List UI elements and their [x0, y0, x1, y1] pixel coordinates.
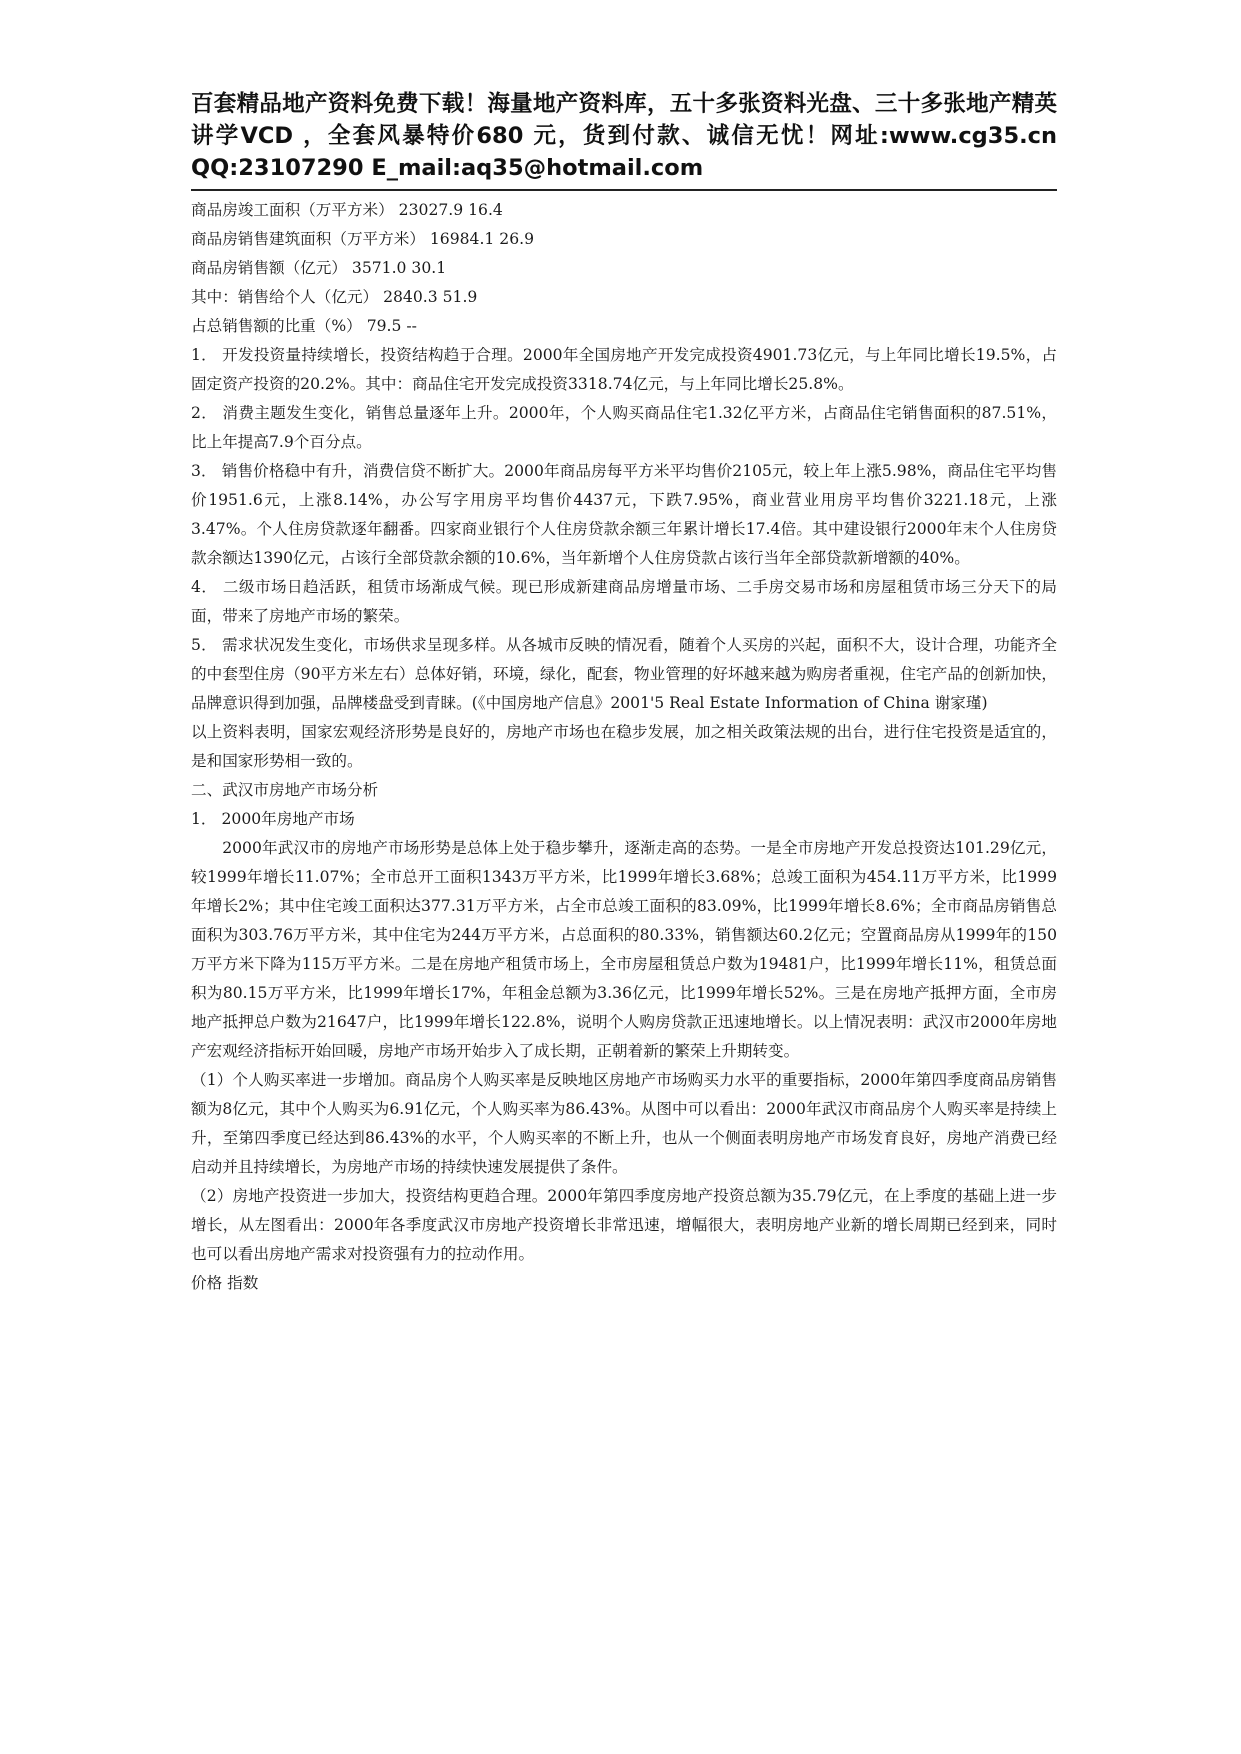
stat-line: 其中：销售给个人（亿元） 2840.3 51.9 [191, 288, 478, 306]
wuhan-market-paragraph: 2000年武汉市的房地产市场形势是总体上处于稳步攀升，逐渐走高的态势。一是全市房地产开发总投资达101.29亿元，较1999年增长11.07%；全市总开工面积1343万平方米，比1999年增长3.68%；总竣工面积为454.11万平方米，比1999年增长2%；其中住宅竣工面积达377.31万平方米，占全市总竣工面积的83.09%，比1999年增长8.6%；全市商品房销售总面积为303.76万平方米，其中住宅为244万平方米，占总面积的80.33%，销售额达60.2亿元；空置商品房从1999年的150万平方米下降为115万平方米。二是在房地产租赁市场上，全市房屋租赁总户数为19481户，比1999年增长11%，租赁总面积为80.15万平方米，比1999年增长17%，年租金总额为3.36亿元，比1999年增长52%。三是在房地产抵押方面，全市房地产抵押总户数为21647户，比1999年增长122.8%，说明个人购房贷款正迅速地增长。以上情况表明：武汉市2000年房地产宏观经济指标开始回暖，房地产市场开始步入了成长期，正朝着新的繁荣上升期转变。 [191, 839, 1057, 1060]
stat-line: 商品房销售建筑面积（万平方米） 16984.1 26.9 [191, 230, 535, 248]
header-divider [191, 189, 1057, 191]
document-body [191, 196, 1057, 1298]
stat-line: 商品房竣工面积（万平方米） 23027.9 16.4 [191, 201, 503, 219]
point-paragraph: 4． 二级市场日趋活跃，租赁市场渐成气候。现已形成新建商品房增量市场、二手房交易市场和房屋租赁市场三分天下的局面，带来了房地产市场的繁荣。 [191, 578, 1057, 625]
point-paragraph: 2． 消费主题发生变化，销售总量逐年上升。2000年，个人购买商品住宅1.32亿平方米，占商品住宅销售面积的87.51%，比上年提高7.9个百分点。 [191, 404, 1057, 451]
point-paragraph: 3． 销售价格稳中有升，消费信贷不断扩大。2000年商品房每平方米平均售价2105元，较上年上涨5.98%，商品住宅平均售价1951.6元，上涨8.14%，办公写字用房平均售价4437元，下跌7.95%，商业营业用房平均售价3221.18元，上涨3.47%。个人住房贷款逐年翻番。四家商业银行个人住房贷款余额三年累计增长17.4倍。其中建设银行2000年末个人住房贷款余额达1390亿元，占该行全部贷款余额的10.6%，当年新增个人住房贷款占该行当年全部贷款新增额的40%。 [191, 462, 1057, 567]
section-subtitle: 1． 2000年房地产市场 [191, 810, 355, 828]
ad-header: 百套精品地产资料免费下载！海量地产资料库，五十多张资料光盘、三十多张地产精英讲学VCD ，全套风暴特价680 元，货到付款、诚信无忧！网址:www.cg35.cn QQ:23107290 E_mail:aq35@hotmail.com [191, 91, 1057, 181]
investment-paragraph: （2）房地产投资进一步加大，投资结构更趋合理。2000年第四季度房地产投资总额为35.79亿元，在上季度的基础上进一步增长，从左图看出：2000年各季度武汉市房地产投资增长非常迅速，增幅很大，表明房地产业新的增长周期已经到来，同时也可以看出房地产需求对投资强有力的拉动作用。 [191, 1187, 1057, 1263]
point-paragraph: 1． 开发投资量持续增长，投资结构趋于合理。2000年全国房地产开发完成投资4901.73亿元，与上年同比增长19.5%，占固定资产投资的20.2%。其中：商品住宅开发完成投资3318.74亿元，与上年同比增长25.8%。 [191, 346, 1057, 393]
stat-line: 商品房销售额（亿元） 3571.0 30.1 [191, 259, 447, 277]
section-title: 二、武汉市房地产市场分析 [191, 781, 379, 799]
point-paragraph: 5． 需求状况发生变化，市场供求呈现多样。从各城市反映的情况看，随着个人买房的兴起，面积不大，设计合理，功能齐全的中套型住房（90平方米左右）总体好销，环境，绿化，配套，物业管理的好坏越来越为购房者重视，住宅产品的创新加快，品牌意识得到加强，品牌楼盘受到青睐。(《中国房地产信息》2001'5 Real Estate Information of China 谢家瑾) [191, 636, 1057, 712]
stat-line: 占总销售额的比重（%） 79.5 -- [191, 317, 417, 335]
purchase-rate-paragraph: （1）个人购买率进一步增加。商品房个人购买率是反映地区房地产市场购买力水平的重要指标，2000年第四季度商品房销售额为8亿元，其中个人购买为6.91亿元，个人购买率为86.43%。从图中可以看出：2000年武汉市商品房个人购买率是持续上升，至第四季度已经达到86.43%的水平，个人购买率的不断上升，也从一个侧面表明房地产市场发育良好，房地产消费已经启动并且持续增长，为房地产市场的持续快速发展提供了条件。 [191, 1071, 1057, 1176]
chart-caption: 价格 指数 [191, 1274, 259, 1292]
conclusion-paragraph: 以上资料表明，国家宏观经济形势是良好的，房地产市场也在稳步发展，加之相关政策法规的出台，进行住宅投资是适宜的，是和国家形势相一致的。 [191, 723, 1057, 770]
